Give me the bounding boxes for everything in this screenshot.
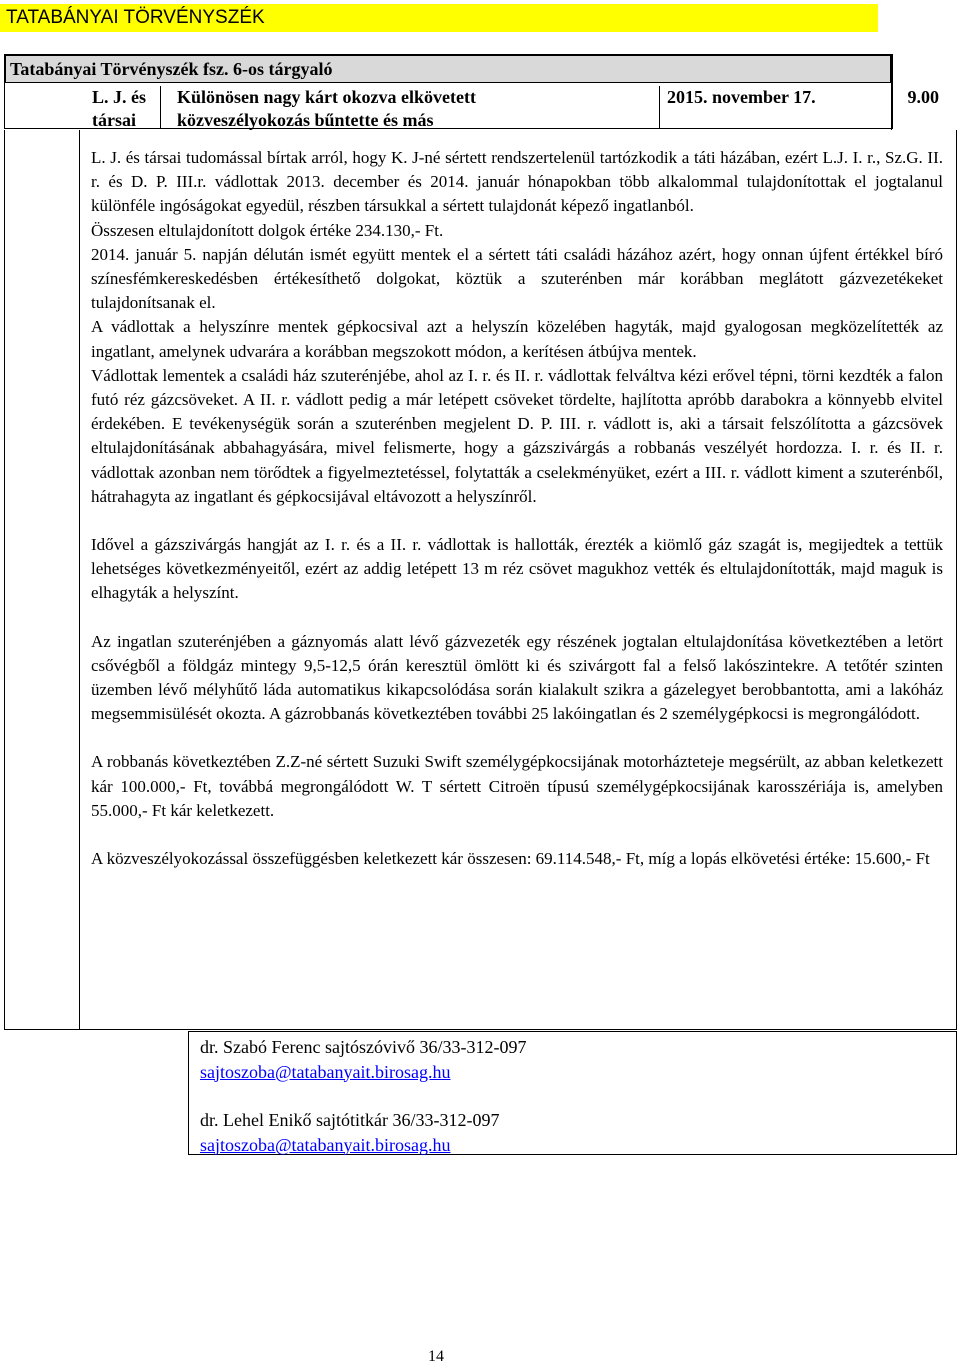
contact-name-line: dr. Szabó Ferenc sajtószóvivő 36/33-312-097 <box>200 1037 527 1057</box>
parties-line-2: társai <box>92 110 136 130</box>
parties-cell <box>81 86 161 129</box>
parties-line-1: L. J. és <box>92 87 146 107</box>
room-row <box>5 55 891 83</box>
case-description-text <box>91 146 943 871</box>
contact-name-line: dr. Lehel Enikő sajtótitkár 36/33-312-097 <box>200 1110 500 1130</box>
spacer <box>91 509 943 533</box>
paragraph: A robbanás következtében Z.Z-né sértett Suzuki Swift személygépkocsijának motorházteteje megsérült, az abban keletkezett kár 100.000,- Ft, továbbá megrongálódott W. T sértett Citroën típusú személygépkocsijának karosszériája is, amelyben 55.000,- Ft kár keletkezett. <box>91 752 943 820</box>
hearing-schedule-table <box>4 54 939 130</box>
hearing-time: 9.00 <box>907 87 939 107</box>
paragraph: Összesen eltulajdonított dolgok értéke 234.130,- Ft. <box>91 220 444 240</box>
paragraph: L. J. és társai tudomással bírtak arról, hogy K. J-né sértett rendszertelenül tartózkodik a táti házában, ezért L.J. I. r., Sz.G. II. r. és D. P. III.r. vádlottak 2013. december és 2014. január hónapokban több alkalommal tulajdonítottak el jogtalanul különféle ingóságokat egyedül, részben társukkal a sértett tulajdonát képező ingatlanból. <box>91 148 943 216</box>
spacer <box>91 606 943 630</box>
charge-cell <box>165 86 660 129</box>
page-number: 14 <box>428 1348 444 1365</box>
court-name: TATABÁNYAI TÖRVÉNYSZÉK <box>6 7 265 28</box>
court-title-bar <box>0 4 878 32</box>
spacer <box>91 823 943 847</box>
charge-line-1: Különösen nagy kárt okozva elkövetett <box>177 87 476 107</box>
spacer <box>91 726 943 750</box>
charge-line-2: közveszélyokozás bűntette és más <box>177 110 434 130</box>
paragraph: 2014. január 5. napján délután ismét együtt mentek el a sértett táti családi házához azért, hogy onnan újfent értékkel bíró színesfémkereskedésben értékesíthető dolgokat, köztük a szuterénben már korábban meglátott gázvezetékeket tulajdonítsanak el. <box>91 244 943 313</box>
paragraph: A közveszélyokozással összefüggésben keletkezett kár összesen: 69.114.548,- Ft, míg a lopás elkövetési értéke: 15.600,- Ft <box>91 849 930 869</box>
table-divider <box>891 54 892 130</box>
contact-email-link[interactable]: sajtoszoba@tatabanyait.birosag.hu <box>200 1061 451 1082</box>
press-contact-box <box>188 1031 957 1155</box>
paragraph: Az ingatlan szuterénjében a gáznyomás alatt lévő gázvezeték egy részének jogtalan eltulajdonítása következtében a letört csővégből a földgáz mintegy 9,5-12,5 órán keresztül ömlött ki és szivárgott fal a felső lakószintekre. A tetőtér szinten üzemben lévő mélyhűtő láda automatikus kikapcsolódása során kialakult szikra a gázelegyet berobbantotta, ami a lakóház megsemmisülését okozta. A gázrobbanás következtében további 25 lakóingatlan és 2 személygépkocsi is megrongálódott. <box>91 631 943 724</box>
spacer <box>200 1084 956 1108</box>
hearing-date: 2015. november 17. <box>667 87 816 107</box>
paragraph: Idővel a gázszivárgás hangját az I. r. és a II. r. vádlottak is hallották, érezték a kiömlő gáz szagát is, megijedtek a tettük lehetséges következményeitől, ezért az addig letépett 13 m réz csövet magukhoz vették és eltulajdonították, majd maguk is elhagyták a helyszínt. <box>91 535 943 603</box>
room-name: Tatabányai Törvényszék fsz. 6-os tárgyaló <box>10 59 333 79</box>
contact-email-link[interactable]: sajtoszoba@tatabanyait.birosag.hu <box>200 1134 451 1155</box>
paragraph: A vádlottak a helyszínre mentek gépkocsival azt a helyszín közelében hagyták, majd gyalogosan megközelítették az ingatlant, amelynek udvarára a korábban megszokott módon, a kerítésen átbújva mentek. <box>91 317 943 361</box>
paragraph: Vádlottak lementek a családi ház szuterénjébe, ahol az I. r. és II. r. vádlottak felváltva kézi erővel tépni, törni kezdték a falon futó réz gázcsöveket. A II. r. vádlott pedig a már letépett csöveket tördelte, hajlította apróbb darabokra a könnyebb elvitel érdekében. E tevékenységük során a szuterénben megjelent D. P. III. r. vádlott is, aki a társait felszólította a gázcsövek eltulajdonításának abbahagyására, mivel felismerte, hogy a gázszivárgás a robbanás veszélyét hordozza. I. r. és II. r. vádlottak azonban nem törődtek a figyelmeztetéssel, folytatták a cselekményüket, ezért a III. r. vádlott kiment a szuterénből, hátrahagyta az ingatlant és gépkocsijával eltávozott a helyszínről. <box>91 365 943 506</box>
